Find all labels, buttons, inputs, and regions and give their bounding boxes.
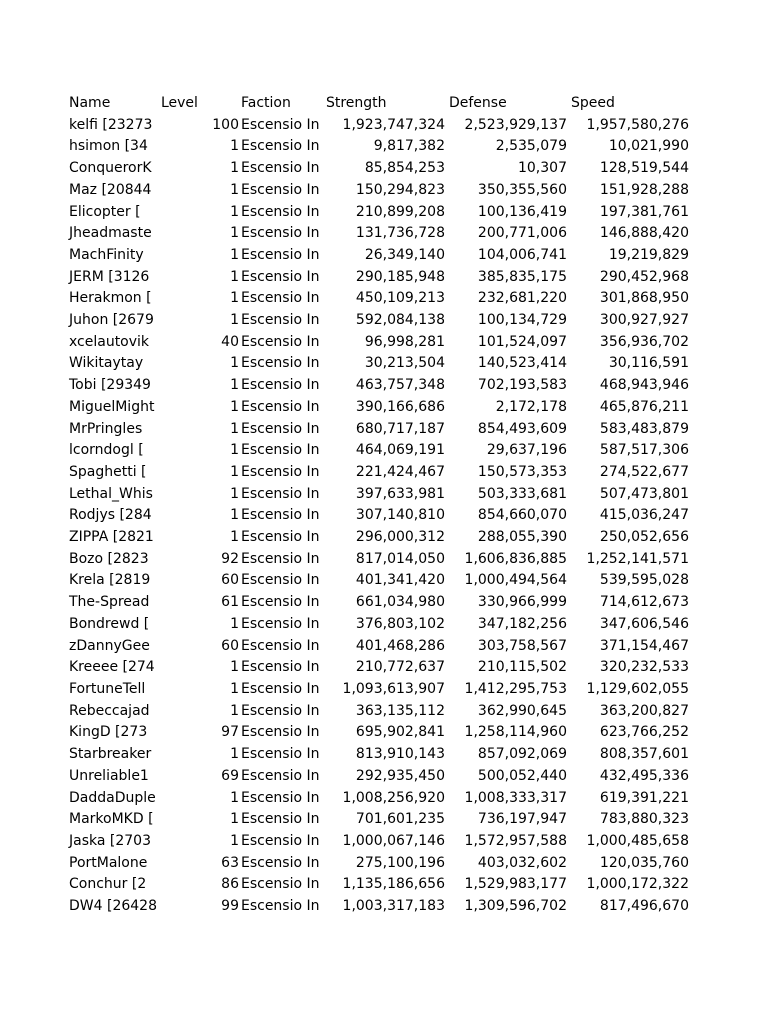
cell-strength[interactable]: 1,093,613,907 — [342, 680, 445, 697]
cell-strength[interactable]: 1,008,256,920 — [342, 789, 445, 806]
cell-faction[interactable]: Escensio In — [240, 811, 320, 828]
cell-strength[interactable]: 210,899,208 — [355, 203, 445, 220]
cell-level[interactable]: 1 — [230, 377, 239, 394]
cell-defense[interactable]: 1,572,957,588 — [464, 832, 567, 849]
table-row — [65, 505, 689, 527]
cell-strength[interactable]: 817,014,050 — [355, 550, 445, 567]
cell-strength[interactable]: 401,341,420 — [355, 572, 445, 589]
cell-speed[interactable]: 301,868,950 — [599, 290, 689, 307]
cell-strength[interactable]: 131,736,728 — [355, 225, 445, 242]
table-row — [65, 788, 689, 810]
cell-speed[interactable]: 356,936,702 — [599, 333, 689, 350]
table-row — [65, 874, 689, 896]
cell-name[interactable]: Juhon [2679 — [69, 312, 154, 329]
cell-faction[interactable]: Escensio In — [240, 463, 320, 480]
cell-faction[interactable]: Escensio In — [240, 160, 320, 177]
cell-defense[interactable]: 29,637,196 — [486, 442, 567, 459]
cell-name[interactable]: lcorndogl [ — [69, 442, 144, 459]
cell-name[interactable]: MrPringles — [69, 420, 143, 437]
cell-speed[interactable]: 432,495,336 — [599, 767, 689, 784]
cell-strength[interactable]: 290,185,948 — [355, 268, 445, 285]
cell-level[interactable]: 1 — [230, 659, 239, 676]
table-row — [65, 679, 689, 701]
cell-name[interactable]: The-Spread — [69, 594, 150, 611]
cell-name[interactable]: Jaska [2703 — [69, 832, 151, 849]
cell-defense[interactable]: 10,307 — [517, 160, 567, 177]
cell-defense[interactable]: 232,681,220 — [477, 290, 567, 307]
cell-level[interactable]: 1 — [230, 160, 239, 177]
cell-name[interactable]: JERM [3126 — [69, 268, 150, 285]
table-row — [65, 419, 689, 441]
cell-name[interactable]: Lethal_Whis — [69, 485, 153, 502]
cell-defense[interactable]: 100,136,419 — [477, 203, 567, 220]
cell-speed[interactable]: 817,496,670 — [599, 898, 689, 915]
table-row — [65, 158, 689, 180]
cell-faction[interactable]: Escensio In — [240, 876, 320, 893]
cell-strength[interactable]: 813,910,143 — [355, 746, 445, 763]
cell-speed[interactable]: 274,522,677 — [599, 463, 689, 480]
cell-speed[interactable]: 128,519,544 — [599, 160, 689, 177]
cell-level[interactable]: 1 — [230, 398, 239, 415]
cell-level[interactable]: 1 — [230, 832, 239, 849]
cell-name[interactable]: Tobi [29349 — [69, 377, 151, 394]
cell-strength[interactable]: 85,854,253 — [364, 160, 445, 177]
cell-defense[interactable]: 104,006,741 — [477, 246, 567, 263]
table-row — [65, 332, 689, 354]
cell-level[interactable]: 1 — [230, 702, 239, 719]
cell-defense[interactable]: 403,032,602 — [477, 854, 567, 871]
cell-name[interactable]: MiguelMight — [69, 398, 155, 415]
cell-speed[interactable]: 151,928,288 — [599, 181, 689, 198]
column-header-speed[interactable]: Speed — [570, 95, 615, 111]
cell-level[interactable]: 1 — [230, 789, 239, 806]
cell-faction[interactable]: Escensio In — [240, 442, 320, 459]
cell-strength[interactable]: 296,000,312 — [355, 529, 445, 546]
table-row — [65, 722, 689, 744]
cell-faction[interactable]: Escensio In — [240, 659, 320, 676]
cell-level[interactable]: 1 — [230, 463, 239, 480]
table-row — [65, 462, 689, 484]
cell-speed[interactable]: 1,000,485,658 — [586, 832, 689, 849]
cell-name[interactable]: Krela [2819 — [69, 572, 151, 589]
cell-name[interactable]: Spaghetti [ — [69, 463, 147, 480]
table-row — [65, 136, 689, 158]
cell-speed[interactable]: 623,766,252 — [599, 724, 689, 741]
cell-faction[interactable]: Escensio In — [240, 246, 320, 263]
cell-faction[interactable]: Escensio In — [240, 529, 320, 546]
cell-defense[interactable]: 1,309,596,702 — [464, 898, 567, 915]
cell-name[interactable]: kelfi [23273 — [69, 116, 153, 133]
cell-strength[interactable]: 695,902,841 — [355, 724, 445, 741]
table-row — [65, 223, 689, 245]
cell-strength[interactable]: 150,294,823 — [355, 181, 445, 198]
cell-level[interactable]: 1 — [230, 355, 239, 372]
cell-level[interactable]: 1 — [230, 680, 239, 697]
table-row — [65, 202, 689, 224]
cell-faction[interactable]: Escensio In — [240, 832, 320, 849]
cell-strength[interactable]: 463,757,348 — [355, 377, 445, 394]
cell-defense[interactable]: 1,529,983,177 — [464, 876, 567, 893]
column-header-defense[interactable]: Defense — [448, 95, 507, 111]
cell-name[interactable]: Kreeee [274 — [69, 659, 155, 676]
cell-strength[interactable]: 592,084,138 — [355, 312, 445, 329]
table-row — [65, 353, 689, 375]
cell-name[interactable]: PortMalone — [69, 854, 148, 871]
cell-strength[interactable]: 221,424,467 — [355, 463, 445, 480]
cell-faction[interactable]: Escensio In — [240, 333, 320, 350]
cell-faction[interactable]: Escensio In — [240, 724, 320, 741]
cell-speed[interactable]: 371,154,467 — [599, 637, 689, 654]
cell-strength[interactable]: 26,349,140 — [364, 246, 445, 263]
faction-stats-table — [65, 93, 689, 918]
cell-level[interactable]: 1 — [230, 615, 239, 632]
cell-faction[interactable]: Escensio In — [240, 550, 320, 567]
table-row — [65, 614, 689, 636]
cell-speed[interactable]: 783,880,323 — [599, 811, 689, 828]
cell-level[interactable]: 1 — [230, 312, 239, 329]
cell-speed[interactable]: 714,612,673 — [599, 594, 689, 611]
cell-level[interactable]: 92 — [221, 550, 239, 567]
cell-level[interactable]: 1 — [230, 181, 239, 198]
table-row — [65, 592, 689, 614]
cell-level[interactable]: 1 — [230, 268, 239, 285]
cell-name[interactable]: ZIPPA [2821 — [69, 529, 154, 546]
cell-speed[interactable]: 619,391,221 — [599, 789, 689, 806]
cell-name[interactable]: Unreliable1 — [69, 767, 149, 784]
cell-name[interactable]: MarkoMKD [ — [69, 811, 154, 828]
cell-defense[interactable]: 1,008,333,317 — [464, 789, 567, 806]
table-row — [65, 397, 689, 419]
cell-defense[interactable]: 200,771,006 — [477, 225, 567, 242]
cell-faction[interactable]: Escensio In — [240, 420, 320, 437]
table-row — [65, 180, 689, 202]
cell-defense[interactable]: 303,758,567 — [477, 637, 567, 654]
cell-speed[interactable]: 250,052,656 — [599, 529, 689, 546]
cell-faction[interactable]: Escensio In — [240, 702, 320, 719]
cell-speed[interactable]: 808,357,601 — [599, 746, 689, 763]
header-row — [65, 93, 689, 115]
column-header-faction[interactable]: Faction — [240, 95, 291, 111]
cell-strength[interactable]: 307,140,810 — [355, 507, 445, 524]
cell-speed[interactable]: 320,232,533 — [599, 659, 689, 676]
cell-faction[interactable]: Escensio In — [240, 637, 320, 654]
table-row — [65, 766, 689, 788]
cell-level[interactable]: 1 — [230, 225, 239, 242]
cell-speed[interactable]: 1,252,141,571 — [586, 550, 689, 567]
cell-strength[interactable]: 292,935,450 — [355, 767, 445, 784]
cell-speed[interactable]: 120,035,760 — [599, 854, 689, 871]
cell-defense[interactable]: 503,333,681 — [477, 485, 567, 502]
cell-defense[interactable]: 854,660,070 — [477, 507, 567, 524]
cell-level[interactable]: 1 — [230, 442, 239, 459]
cell-name[interactable]: Maz [20844 — [69, 181, 152, 198]
cell-strength[interactable]: 1,135,186,656 — [342, 876, 445, 893]
cell-level[interactable]: 1 — [230, 507, 239, 524]
cell-defense[interactable]: 1,258,114,960 — [464, 724, 567, 741]
cell-strength[interactable]: 363,135,112 — [355, 702, 445, 719]
cell-level[interactable]: 97 — [221, 724, 239, 741]
cell-faction[interactable]: Escensio In — [240, 594, 320, 611]
cell-name[interactable]: Rebeccajad — [69, 702, 150, 719]
cell-defense[interactable]: 2,535,079 — [495, 138, 567, 155]
cell-strength[interactable]: 397,633,981 — [355, 485, 445, 502]
cell-defense[interactable]: 736,197,947 — [477, 811, 567, 828]
cell-defense[interactable]: 100,134,729 — [477, 312, 567, 329]
cell-faction[interactable]: Escensio In — [240, 181, 320, 198]
cell-name[interactable]: DaddaDuple — [69, 789, 156, 806]
cell-strength[interactable]: 376,803,102 — [355, 615, 445, 632]
table-row — [65, 809, 689, 831]
table-row — [65, 375, 689, 397]
table-row — [65, 267, 689, 289]
cell-faction[interactable]: Escensio In — [240, 116, 320, 133]
cell-name[interactable]: FortuneTell — [69, 680, 146, 697]
cell-defense[interactable]: 362,990,645 — [477, 702, 567, 719]
cell-defense[interactable]: 1,000,494,564 — [464, 572, 567, 589]
table-row — [65, 744, 689, 766]
cell-strength[interactable]: 30,213,504 — [364, 355, 445, 372]
cell-defense[interactable]: 857,092,069 — [477, 746, 567, 763]
cell-strength[interactable]: 1,923,747,324 — [342, 116, 445, 133]
table-row — [65, 549, 689, 571]
cell-strength[interactable]: 9,817,382 — [373, 138, 445, 155]
cell-strength[interactable]: 701,601,235 — [355, 811, 445, 828]
cell-level[interactable]: 100 — [212, 116, 239, 133]
cell-strength[interactable]: 464,069,191 — [355, 442, 445, 459]
cell-faction[interactable]: Escensio In — [240, 225, 320, 242]
cell-speed[interactable]: 1,129,602,055 — [586, 680, 689, 697]
cell-strength[interactable]: 661,034,980 — [355, 594, 445, 611]
cell-name[interactable]: DW4 [26428 — [69, 898, 157, 915]
cell-faction[interactable]: Escensio In — [240, 485, 320, 502]
cell-faction[interactable]: Escensio In — [240, 572, 320, 589]
cell-defense[interactable]: 702,193,583 — [477, 377, 567, 394]
cell-speed[interactable]: 539,595,028 — [599, 572, 689, 589]
cell-defense[interactable]: 385,835,175 — [477, 268, 567, 285]
cell-faction[interactable]: Escensio In — [240, 138, 320, 155]
cell-faction[interactable]: Escensio In — [240, 680, 320, 697]
cell-faction[interactable]: Escensio In — [240, 290, 320, 307]
cell-speed[interactable]: 1,000,172,322 — [586, 876, 689, 893]
cell-defense[interactable]: 854,493,609 — [477, 420, 567, 437]
cell-name[interactable]: hsimon [34 — [69, 138, 148, 155]
cell-name[interactable]: zDannyGee — [69, 637, 150, 654]
column-header-name[interactable]: Name — [69, 95, 111, 111]
cell-name[interactable]: ConquerorK — [69, 160, 152, 177]
table-row — [65, 657, 689, 679]
table-row — [65, 527, 689, 549]
table-row — [65, 831, 689, 853]
cell-speed[interactable]: 300,927,927 — [599, 312, 689, 329]
cell-level[interactable]: 1 — [230, 529, 239, 546]
cell-speed[interactable]: 10,021,990 — [608, 138, 689, 155]
cell-faction[interactable]: Escensio In — [240, 507, 320, 524]
table-row — [65, 310, 689, 332]
cell-defense[interactable]: 288,055,390 — [477, 529, 567, 546]
cell-defense[interactable]: 1,606,836,885 — [464, 550, 567, 567]
cell-defense[interactable]: 2,172,178 — [495, 398, 567, 415]
cell-faction[interactable]: Escensio In — [240, 615, 320, 632]
cell-name[interactable]: Jheadmaste — [69, 225, 152, 242]
cell-faction[interactable]: Escensio In — [240, 398, 320, 415]
cell-name[interactable]: Conchur [2 — [69, 876, 147, 893]
table-row — [65, 896, 689, 918]
cell-level[interactable]: 1 — [230, 290, 239, 307]
cell-defense[interactable]: 330,966,999 — [477, 594, 567, 611]
cell-name[interactable]: Bozo [2823 — [69, 550, 149, 567]
cell-faction[interactable]: Escensio In — [240, 854, 320, 871]
cell-speed[interactable]: 1,957,580,276 — [586, 116, 689, 133]
cell-faction[interactable]: Escensio In — [240, 767, 320, 784]
cell-level[interactable]: 60 — [221, 637, 239, 654]
cell-speed[interactable]: 347,606,546 — [599, 615, 689, 632]
cell-speed[interactable]: 468,943,946 — [599, 377, 689, 394]
cell-strength[interactable]: 210,772,637 — [355, 659, 445, 676]
cell-level[interactable]: 1 — [230, 246, 239, 263]
cell-strength[interactable]: 390,166,686 — [355, 398, 445, 415]
cell-faction[interactable]: Escensio In — [240, 268, 320, 285]
table-row — [65, 570, 689, 592]
cell-strength[interactable]: 275,100,196 — [355, 854, 445, 871]
cell-strength[interactable]: 450,109,213 — [355, 290, 445, 307]
column-header-level[interactable]: Level — [160, 95, 198, 111]
cell-faction[interactable]: Escensio In — [240, 355, 320, 372]
cell-name[interactable]: Starbreaker — [69, 746, 152, 763]
cell-speed[interactable]: 197,381,761 — [599, 203, 689, 220]
table-row — [65, 636, 689, 658]
cell-faction[interactable]: Escensio In — [240, 746, 320, 763]
cell-speed[interactable]: 290,452,968 — [599, 268, 689, 285]
cell-level[interactable]: 1 — [230, 485, 239, 502]
cell-faction[interactable]: Escensio In — [240, 898, 320, 915]
table-row — [65, 701, 689, 723]
cell-speed[interactable]: 146,888,420 — [599, 225, 689, 242]
cell-defense[interactable]: 2,523,929,137 — [464, 116, 567, 133]
cell-faction[interactable]: Escensio In — [240, 312, 320, 329]
cell-defense[interactable]: 140,523,414 — [477, 355, 567, 372]
cell-speed[interactable]: 465,876,211 — [599, 398, 689, 415]
cell-level[interactable]: 1 — [230, 203, 239, 220]
table-row — [65, 288, 689, 310]
cell-level[interactable]: 69 — [221, 767, 239, 784]
table-row — [65, 853, 689, 875]
table-row — [65, 484, 689, 506]
cell-speed[interactable]: 19,219,829 — [608, 246, 689, 263]
cell-name[interactable]: Bondrewd [ — [69, 615, 150, 632]
cell-defense[interactable]: 500,052,440 — [477, 767, 567, 784]
cell-defense[interactable]: 150,573,353 — [477, 463, 567, 480]
cell-speed[interactable]: 587,517,306 — [599, 442, 689, 459]
cell-strength[interactable]: 680,717,187 — [355, 420, 445, 437]
cell-faction[interactable]: Escensio In — [240, 789, 320, 806]
cell-speed[interactable]: 415,036,247 — [599, 507, 689, 524]
cell-level[interactable]: 61 — [221, 594, 239, 611]
cell-defense[interactable]: 347,182,256 — [477, 615, 567, 632]
column-header-strength[interactable]: Strength — [325, 95, 387, 111]
cell-level[interactable]: 99 — [221, 898, 239, 915]
cell-name[interactable]: MachFinity — [69, 246, 144, 263]
cell-level[interactable]: 1 — [230, 811, 239, 828]
cell-level[interactable]: 1 — [230, 746, 239, 763]
cell-name[interactable]: Wikitaytay — [69, 355, 144, 372]
cell-faction[interactable]: Escensio In — [240, 377, 320, 394]
cell-level[interactable]: 86 — [221, 876, 239, 893]
cell-defense[interactable]: 101,524,097 — [477, 333, 567, 350]
cell-name[interactable]: Rodjys [284 — [69, 507, 152, 524]
cell-strength[interactable]: 1,003,317,183 — [342, 898, 445, 915]
cell-defense[interactable]: 350,355,560 — [477, 181, 567, 198]
cell-speed[interactable]: 507,473,801 — [599, 485, 689, 502]
cell-speed[interactable]: 363,200,827 — [599, 702, 689, 719]
cell-strength[interactable]: 401,468,286 — [355, 637, 445, 654]
cell-strength[interactable]: 1,000,067,146 — [342, 832, 445, 849]
cell-level[interactable]: 1 — [230, 138, 239, 155]
cell-name[interactable]: KingD [273 — [69, 724, 148, 741]
cell-level[interactable]: 40 — [221, 333, 239, 350]
cell-level[interactable]: 1 — [230, 420, 239, 437]
cell-name[interactable]: Elicopter [ — [69, 203, 141, 220]
table-row — [65, 245, 689, 267]
cell-level[interactable]: 63 — [221, 854, 239, 871]
table-row — [65, 115, 689, 137]
cell-faction[interactable]: Escensio In — [240, 203, 320, 220]
cell-speed[interactable]: 30,116,591 — [608, 355, 689, 372]
cell-name[interactable]: xcelautovik — [69, 333, 150, 350]
cell-speed[interactable]: 583,483,879 — [599, 420, 689, 437]
cell-defense[interactable]: 1,412,295,753 — [464, 680, 567, 697]
cell-strength[interactable]: 96,998,281 — [364, 333, 445, 350]
cell-defense[interactable]: 210,115,502 — [477, 659, 567, 676]
cell-level[interactable]: 60 — [221, 572, 239, 589]
table-row — [65, 440, 689, 462]
cell-name[interactable]: Herakmon [ — [69, 290, 152, 307]
